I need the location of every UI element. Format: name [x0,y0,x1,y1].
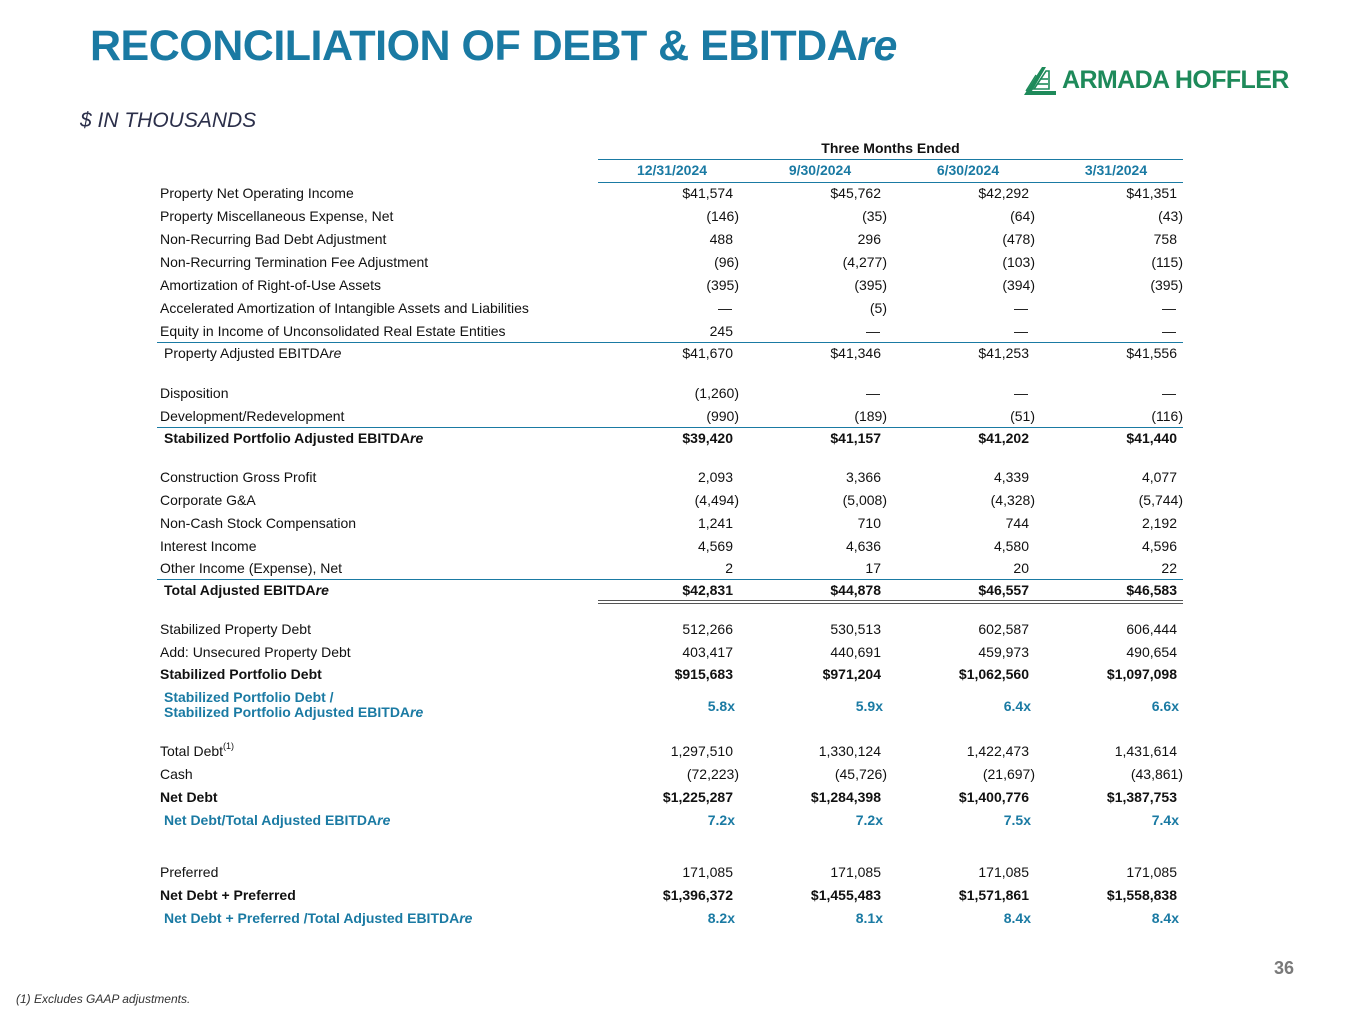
row-label [160,861,218,884]
row-label-text: Add: Unsecured Property Debt [160,644,351,660]
cell-value-col-2: 17 [865,560,881,576]
cell-value-col-2: $971,204 [822,666,881,682]
cell-value-col-4: 606,444 [1126,621,1177,637]
cell-value-col-1: (146) [706,208,739,224]
cell-value-col-4: (395) [1150,277,1183,293]
cell-value-col-4: 171,085 [1126,864,1177,880]
cell-value-col-2: (45,726) [834,766,887,782]
subtotal-rule-property-adjusted [157,342,1183,343]
row-label [160,557,342,580]
table-row-stabilized-debt-ratio [0,688,1365,724]
table-row-net-debt-plus-preferred [0,884,1365,907]
row-label [160,228,386,251]
table-row-stabilized-portfolio-debt [0,663,1365,686]
cell-value-col-4: — [1162,300,1176,316]
cell-value-col-4: (115) [1151,254,1183,270]
cell-value-col-3: (64) [1010,208,1035,224]
row-label [160,618,311,641]
cell-value-col-1: $915,683 [674,666,733,682]
table-row-accelerated-amortization [0,297,1365,320]
column-header-underline [598,182,1183,183]
table-row-disposition [0,382,1365,405]
double-underline-top [598,600,1183,601]
row-label-text: Cash [160,766,193,782]
header-rule [598,159,1183,160]
cell-value-col-3: 4,339 [993,469,1029,485]
cell-value-col-3: 171,085 [978,864,1029,880]
row-label [160,297,529,320]
cell-value-col-3: $46,557 [978,582,1029,598]
cell-value-col-3: (51) [1010,408,1035,424]
row-label [160,763,193,786]
double-underline-bottom [598,603,1183,604]
row-label [160,663,322,686]
table-row-stabilized-portfolio-adjusted-ebitdare [0,427,1365,450]
table-row-other-income [0,557,1365,580]
row-label-text: Total Adjusted EBITDA [164,582,316,598]
cell-value-col-4: 758 [1153,231,1177,247]
table-row-total-debt [0,740,1365,763]
table-group-header: Three Months Ended [821,140,960,156]
row-label [160,489,256,512]
table-row-unsecured-property-debt [0,641,1365,664]
cell-value-col-2: 7.2x [855,812,883,828]
row-label [160,535,257,558]
cell-value-col-3: 8.4x [1003,910,1031,926]
cell-value-col-2: (5) [869,300,887,316]
cell-value-col-4: $41,440 [1126,430,1177,446]
subtotal-rule-total-adjusted [157,579,1183,580]
row-label-suffix: re [315,582,329,598]
cell-value-col-3: (103) [1002,254,1035,270]
column-header-q3-2024: 9/30/2024 [788,162,852,178]
cell-value-col-2: 4,636 [845,538,881,554]
company-logo [1022,62,1289,98]
cell-value-col-2: (395) [854,277,887,293]
cell-value-col-3: $1,571,861 [958,887,1029,903]
cell-value-col-4: — [1162,385,1176,401]
row-label-text: Stabilized Portfolio Adjusted EBITDA [164,430,411,446]
cell-value-col-1: 2,093 [697,469,733,485]
row-label-text: Property Miscellaneous Expense, Net [160,208,394,224]
table-row-development-redevelopment [0,405,1365,428]
row-label-suffix: re [459,910,473,926]
cell-value-col-1: $39,420 [682,430,733,446]
cell-value-col-4: $1,387,753 [1106,789,1177,805]
cell-value-col-3: 459,973 [978,644,1029,660]
row-label-text: Amortization of Right-of-Use Assets [160,277,381,293]
cell-value-col-4: (43) [1158,208,1183,224]
cell-value-col-4: 1,431,614 [1114,743,1177,759]
table-row-bad-debt-adjustment [0,228,1365,251]
cell-value-col-1: $41,670 [682,345,733,361]
row-label-suffix: re [328,345,342,361]
cell-value-col-2: $44,878 [830,582,881,598]
column-header-q1-2024: 3/31/2024 [1084,162,1148,178]
cell-value-col-1: $1,225,287 [662,789,733,805]
row-label-suffix: re [410,704,424,720]
table-row-property-noi [0,182,1365,205]
cell-value-col-4: $41,351 [1126,185,1177,201]
cell-value-col-3: (478) [1002,231,1035,247]
cell-value-col-1: 7.2x [707,812,735,828]
row-label-text: Net Debt/Total Adjusted EBITDA [164,812,378,828]
logo-text: ARMADA HOFFLER [1062,65,1289,94]
row-label [164,342,341,365]
row-label [164,427,423,450]
cell-value-col-1: (1,260) [694,385,739,401]
cell-value-col-3: $1,062,560 [958,666,1029,682]
row-label-text: Corporate G&A [160,492,256,508]
cell-value-col-1: (395) [706,277,739,293]
cell-value-col-3: 4,580 [993,538,1029,554]
cell-value-col-2: $41,346 [830,345,881,361]
table-row-corporate-ga [0,489,1365,512]
cell-value-col-1: 512,266 [682,621,733,637]
table-row-termination-fee-adjustment [0,251,1365,274]
row-label-text: Property Adjusted EBITDA [164,345,329,361]
cell-value-col-2: 530,513 [830,621,881,637]
row-label-text: Stabilized Property Debt [160,621,311,637]
row-label-text: Development/Redevelopment [160,408,345,424]
cell-value-col-2: 171,085 [830,864,881,880]
cell-value-col-1: 171,085 [682,864,733,880]
cell-value-col-4: (43,861) [1130,766,1183,782]
cell-value-col-1: 4,569 [697,538,733,554]
cell-value-col-1: (96) [714,254,739,270]
footnote: (1) Excludes GAAP adjustments. [16,992,191,1006]
table-row-interest-income [0,535,1365,558]
row-label-text: Net Debt + Preferred [160,887,296,903]
table-row-stabilized-property-debt [0,618,1365,641]
cell-value-col-3: $42,292 [978,185,1029,201]
cell-value-col-1: 1,241 [697,515,733,531]
cell-value-col-3: $41,202 [978,430,1029,446]
cell-value-col-1: — [718,300,732,316]
row-label-text: Non-Recurring Termination Fee Adjustment [160,254,429,270]
cell-value-col-1: 5.8x [707,698,735,714]
cell-value-col-4: 7.4x [1151,812,1179,828]
row-label-line2: Stabilized Portfolio Adjusted EBITDA [164,704,411,720]
row-label-suffix: re [377,812,391,828]
cell-value-col-2: (189) [854,408,887,424]
title-main: RECONCILIATION OF DEBT & EBITDA [90,22,858,70]
row-label-text: Interest Income [160,538,257,554]
cell-value-col-3: 744 [1005,515,1029,531]
row-label-text: Property Net Operating Income [160,185,354,201]
row-label-text: Total Debt [160,743,224,759]
cell-value-col-3: (394) [1002,277,1035,293]
table-row-total-adjusted-ebitdare [0,579,1365,602]
row-label-suffix: re [410,430,424,446]
cell-value-col-4: 2,192 [1141,515,1177,531]
row-label [160,182,354,205]
page-number: 36 [1274,958,1295,978]
table-row-net-debt [0,786,1365,809]
cell-value-col-2: 8.1x [855,910,883,926]
cell-value-col-2: 1,330,124 [818,743,881,759]
row-label [164,579,329,602]
cell-value-col-2: (35) [862,208,887,224]
table-row-construction-gross-profit [0,466,1365,489]
cell-value-col-2: $45,762 [830,185,881,201]
cell-value-col-4: 4,596 [1141,538,1177,554]
cell-value-col-2: $1,284,398 [810,789,881,805]
units-subtitle: $ IN THOUSANDS [80,109,257,132]
table-row-cash [0,763,1365,786]
cell-value-col-2: 3,366 [845,469,881,485]
cell-value-col-2: $1,455,483 [810,887,881,903]
cell-value-col-4: 8.4x [1151,910,1179,926]
cell-value-col-3: $1,400,776 [958,789,1029,805]
row-label [160,786,218,809]
table-row-unconsolidated-equity-income [0,320,1365,343]
cell-value-col-4: $41,556 [1126,345,1177,361]
cell-value-col-3: (21,697) [982,766,1035,782]
cell-value-col-3: — [1014,385,1028,401]
cell-value-col-4: 22 [1161,560,1177,576]
cell-value-col-1: 488 [709,231,733,247]
cell-value-col-2: 440,691 [830,644,881,660]
cell-value-col-1: $42,831 [682,582,733,598]
row-label [160,274,381,297]
table-row-net-debt-ratio [0,809,1365,832]
column-header-q2-2024: 6/30/2024 [936,162,1000,178]
cell-value-col-4: 490,654 [1126,644,1177,660]
cell-value-col-3: — [1014,300,1028,316]
cell-value-col-1: (4,494) [694,492,739,508]
cell-value-col-1: 1,297,510 [670,743,733,759]
row-label [160,320,506,343]
cell-value-col-4: $46,583 [1126,582,1177,598]
row-label-text: Construction Gross Profit [160,469,317,485]
row-label [160,205,393,228]
footnote-marker: (1) [223,741,235,752]
row-label-text: Other Income (Expense), Net [160,560,343,576]
cell-value-col-2: (5,008) [842,492,887,508]
subtotal-rule-stabilized-portfolio [157,427,1183,428]
row-label [160,740,234,763]
cell-value-col-4: (5,744) [1138,492,1183,508]
cell-value-col-1: 2 [725,560,733,576]
cell-value-col-2: 296 [857,231,881,247]
row-label-text: Non-Cash Stock Compensation [160,515,357,531]
table-row-non-cash-stock-comp [0,512,1365,535]
row-label [164,907,472,930]
row-label [160,466,316,489]
cell-value-col-3: 1,422,473 [966,743,1029,759]
row-label [160,251,428,274]
table-row-property-adjusted-ebitdare [0,342,1365,365]
cell-value-col-2: (4,277) [842,254,887,270]
row-label-text: Accelerated Amortization of Intangible Assets and Liabilities [160,300,529,316]
row-label-text: Non-Recurring Bad Debt Adjustment [160,231,387,247]
row-label-text: Stabilized Portfolio Debt [160,666,322,682]
row-label [164,690,423,720]
row-label-text: Equity in Income of Unconsolidated Real Estate Entities [160,323,506,339]
row-label-text: Stabilized Portfolio Debt / [164,689,334,705]
row-label [160,405,344,428]
row-label [160,641,351,664]
table-row-rou-amortization [0,274,1365,297]
row-label-text: Preferred [160,864,219,880]
page-title [90,22,897,71]
cell-value-col-1: $41,574 [682,185,733,201]
cell-value-col-1: $1,396,372 [662,887,733,903]
row-label [164,809,390,832]
armada-hoffler-logo-icon [1022,63,1058,97]
cell-value-col-3: 6.4x [1003,698,1031,714]
table-row-property-misc-expense [0,205,1365,228]
column-header-q4-2024: 12/31/2024 [636,162,708,178]
cell-value-col-3: (4,328) [990,492,1035,508]
row-label [160,512,356,535]
row-label [160,884,296,907]
table-row-preferred [0,861,1365,884]
cell-value-col-1: 403,417 [682,644,733,660]
cell-value-col-4: — [1162,323,1176,339]
cell-value-col-1: 8.2x [707,910,735,926]
cell-value-col-2: 710 [857,515,881,531]
row-label [160,382,228,405]
cell-value-col-1: (72,223) [686,766,739,782]
row-label-text: Net Debt + Preferred /Total Adjusted EBITDA [164,910,460,926]
cell-value-col-1: 245 [709,323,733,339]
cell-value-col-4: $1,558,838 [1106,887,1177,903]
cell-value-col-2: — [866,323,880,339]
cell-value-col-2: $41,157 [830,430,881,446]
cell-value-col-1: (990) [706,408,739,424]
cell-value-col-3: 602,587 [978,621,1029,637]
row-label-text: Disposition [160,385,229,401]
cell-value-col-4: (116) [1151,408,1183,424]
cell-value-col-3: $41,253 [978,345,1029,361]
cell-value-col-2: 5.9x [855,698,883,714]
title-suffix: re [857,22,897,70]
cell-value-col-4: 4,077 [1141,469,1177,485]
table-row-net-debt-plus-preferred-ratio [0,907,1365,930]
cell-value-col-3: 7.5x [1003,812,1031,828]
cell-value-col-3: — [1014,323,1028,339]
cell-value-col-4: $1,097,098 [1106,666,1177,682]
cell-value-col-2: — [866,385,880,401]
cell-value-col-3: 20 [1013,560,1029,576]
row-label-text: Net Debt [160,789,218,805]
cell-value-col-4: 6.6x [1151,698,1179,714]
